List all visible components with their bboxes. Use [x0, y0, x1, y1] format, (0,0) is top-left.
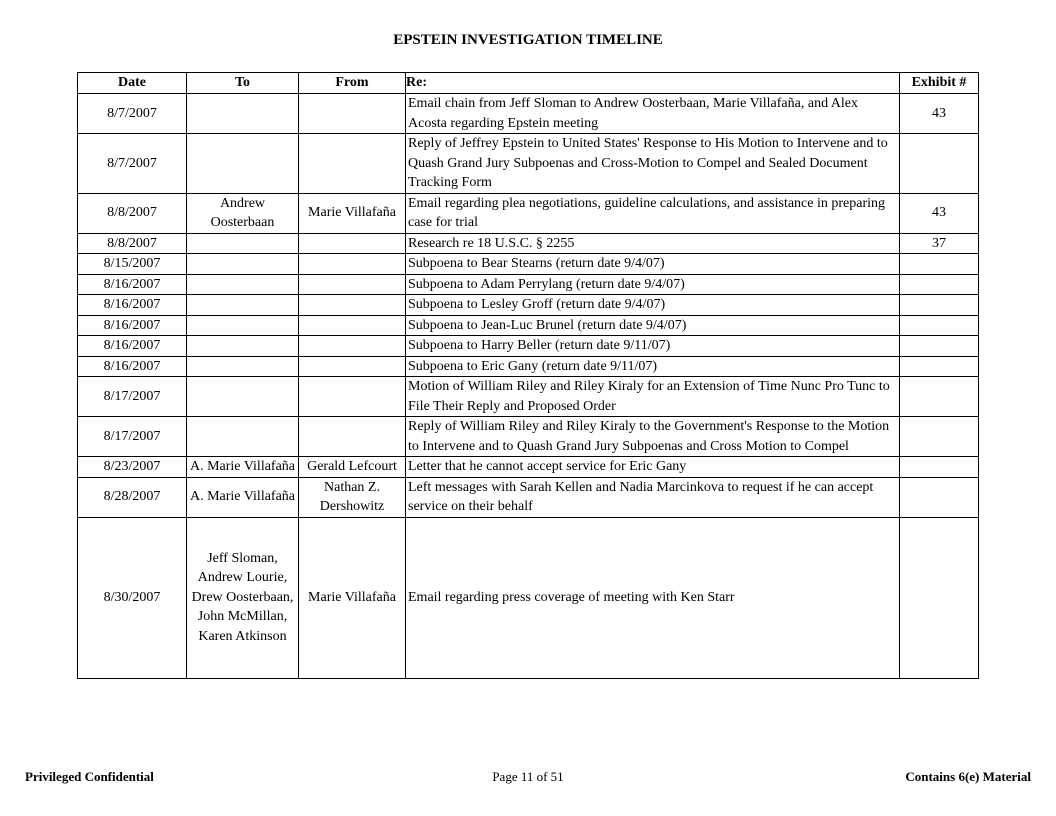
re-cell: Subpoena to Bear Stearns (return date 9/4/07)	[406, 254, 900, 275]
re-cell: Left messages with Sarah Kellen and Nadia Marcinkova to request if he can accept service on their behalf	[406, 477, 900, 517]
exhibit-cell	[900, 336, 979, 357]
exhibit-cell: 43	[900, 193, 979, 233]
table-row	[78, 274, 979, 295]
exhibit-cell	[900, 417, 979, 457]
re-cell: Email regarding plea negotiations, guideline calculations, and assistance in preparing case for trial	[406, 193, 900, 233]
to-cell: A. Marie Villafaña	[187, 477, 299, 517]
from-cell: Gerald Lefcourt	[299, 457, 406, 478]
exhibit-cell	[900, 377, 979, 417]
re-cell: Email regarding press coverage of meeting with Ken Starr	[406, 517, 900, 678]
date-cell: 8/16/2007	[78, 356, 187, 377]
to-cell	[187, 417, 299, 457]
exhibit-cell	[900, 356, 979, 377]
to-cell	[187, 254, 299, 275]
date-cell: 8/16/2007	[78, 274, 187, 295]
date-cell: 8/30/2007	[78, 517, 187, 678]
from-cell: Marie Villafaña	[299, 193, 406, 233]
to-cell	[187, 94, 299, 134]
date-cell: 8/15/2007	[78, 254, 187, 275]
date-cell: 8/28/2007	[78, 477, 187, 517]
column-header-from: From	[299, 73, 406, 94]
to-cell	[187, 274, 299, 295]
date-cell: 8/7/2007	[78, 134, 187, 194]
from-cell	[299, 274, 406, 295]
table-row	[78, 233, 979, 254]
from-cell	[299, 233, 406, 254]
re-cell: Subpoena to Adam Perrylang (return date 9/4/07)	[406, 274, 900, 295]
table-row	[78, 356, 979, 377]
exhibit-cell	[900, 274, 979, 295]
table-row	[78, 417, 979, 457]
re-cell: Subpoena to Eric Gany (return date 9/11/07)	[406, 356, 900, 377]
column-header-to: To	[187, 73, 299, 94]
date-cell: 8/8/2007	[78, 193, 187, 233]
table-row	[78, 295, 979, 316]
exhibit-cell: 37	[900, 233, 979, 254]
table-row	[78, 457, 979, 478]
to-cell: A. Marie Villafaña	[187, 457, 299, 478]
exhibit-cell	[900, 254, 979, 275]
re-cell: Letter that he cannot accept service for Eric Gany	[406, 457, 900, 478]
table-row	[78, 336, 979, 357]
to-cell: Andrew Oosterbaan	[187, 193, 299, 233]
date-cell: 8/16/2007	[78, 295, 187, 316]
date-cell: 8/8/2007	[78, 233, 187, 254]
date-cell: 8/17/2007	[78, 377, 187, 417]
exhibit-cell	[900, 295, 979, 316]
re-cell: Email chain from Jeff Sloman to Andrew Oosterbaan, Marie Villafaña, and Alex Acosta regarding Epstein meeting	[406, 94, 900, 134]
date-cell: 8/16/2007	[78, 336, 187, 357]
exhibit-cell	[900, 315, 979, 336]
date-cell: 8/17/2007	[78, 417, 187, 457]
from-cell	[299, 295, 406, 316]
date-cell: 8/16/2007	[78, 315, 187, 336]
from-cell	[299, 134, 406, 194]
footer-6e-label: Contains 6(e) Material	[905, 769, 1031, 784]
from-cell: Nathan Z. Dershowitz	[299, 477, 406, 517]
from-cell	[299, 94, 406, 134]
table-row	[78, 254, 979, 275]
to-cell	[187, 377, 299, 417]
re-cell: Subpoena to Harry Beller (return date 9/11/07)	[406, 336, 900, 357]
to-cell: Jeff Sloman, Andrew Lourie, Drew Oosterbaan, John McMillan, Karen Atkinson	[187, 517, 299, 678]
exhibit-cell	[900, 477, 979, 517]
table-row	[78, 94, 979, 134]
page-title: EPSTEIN INVESTIGATION TIMELINE	[393, 32, 663, 48]
re-cell: Reply of William Riley and Riley Kiraly to the Government's Response to the Motion to Intervene and to Quash Grand Jury Subpoenas and Cross Motion to Compel	[406, 417, 900, 457]
exhibit-cell	[900, 134, 979, 194]
from-cell: Marie Villafaña	[299, 517, 406, 678]
re-cell: Reply of Jeffrey Epstein to United States' Response to His Motion to Intervene and to Quash Grand Jury Subpoenas and Cross-Motion to Compel and Sealed Document Tracking Form	[406, 134, 900, 194]
footer-privileged-label: Privileged Confidential	[25, 769, 154, 784]
date-cell: 8/7/2007	[78, 94, 187, 134]
from-cell	[299, 254, 406, 275]
from-cell	[299, 336, 406, 357]
column-header-re: Re:	[406, 73, 900, 94]
page-number: Page 11 of 51	[492, 769, 564, 784]
to-cell	[187, 134, 299, 194]
to-cell	[187, 336, 299, 357]
table-row	[78, 315, 979, 336]
column-header-date: Date	[78, 73, 187, 94]
from-cell	[299, 377, 406, 417]
exhibit-cell	[900, 517, 979, 678]
to-cell	[187, 295, 299, 316]
re-cell: Research re 18 U.S.C. § 2255	[406, 233, 900, 254]
table-row	[78, 193, 979, 233]
re-cell: Subpoena to Jean-Luc Brunel (return date 9/4/07)	[406, 315, 900, 336]
timeline-table	[77, 72, 979, 679]
exhibit-cell	[900, 457, 979, 478]
from-cell	[299, 315, 406, 336]
re-cell: Subpoena to Lesley Groff (return date 9/4/07)	[406, 295, 900, 316]
table-row	[78, 134, 979, 194]
to-cell	[187, 315, 299, 336]
table-row	[78, 477, 979, 517]
table-header-row	[78, 73, 979, 94]
from-cell	[299, 417, 406, 457]
column-header-exhibit: Exhibit #	[900, 73, 979, 94]
to-cell	[187, 356, 299, 377]
table-row	[78, 517, 979, 678]
from-cell	[299, 356, 406, 377]
to-cell	[187, 233, 299, 254]
exhibit-cell: 43	[900, 94, 979, 134]
table-row	[78, 377, 979, 417]
re-cell: Motion of William Riley and Riley Kiraly for an Extension of Time Nunc Pro Tunc to File Their Reply and Proposed Order	[406, 377, 900, 417]
date-cell: 8/23/2007	[78, 457, 187, 478]
